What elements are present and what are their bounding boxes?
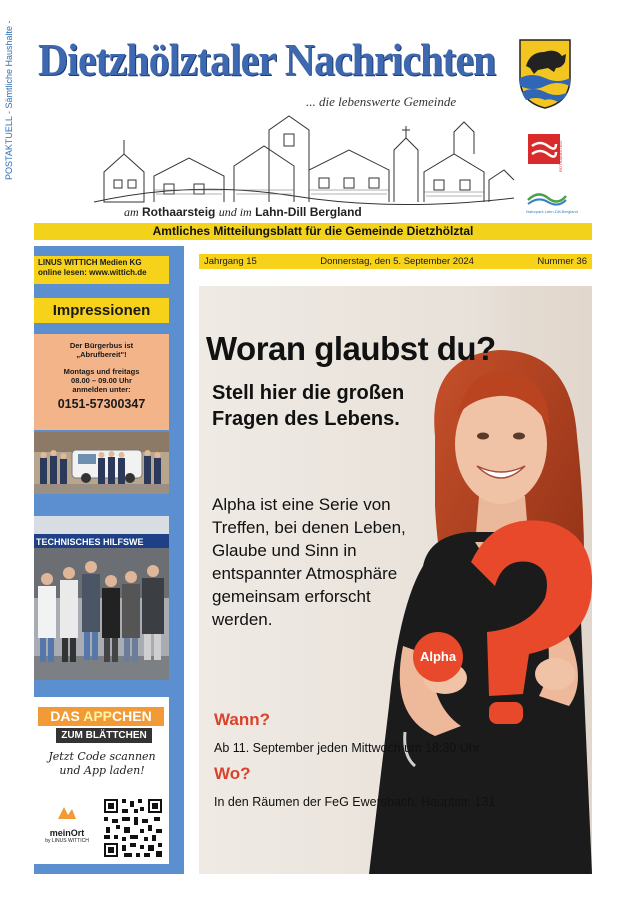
impressions-heading: Impressionen: [34, 298, 169, 323]
bus-line-4: 08.00 – 09.00 Uhr: [71, 376, 132, 385]
where-label: Wo?: [214, 764, 251, 783]
naturpark-wordmark: Naturpark Lahn-Dill-Bergland: [526, 209, 578, 214]
issue-date: Donnerstag, den 5. September 2024: [320, 256, 474, 267]
poster-headline: Woran glaubst du?: [206, 330, 496, 367]
newspaper-title: Dietzhölztaler Nachrichten: [38, 35, 496, 85]
thw-group-photo: [34, 516, 169, 680]
masthead-subtitle: [124, 205, 362, 220]
village-sketch-illustration: [94, 110, 514, 208]
meinort-logo: [42, 803, 92, 844]
thw-banner-text: TECHNISCHES HILFSWE: [36, 537, 144, 547]
app-sign-part-a: DAS: [50, 708, 84, 724]
app-scan-instruction: [36, 750, 168, 778]
buergerbus-box: [34, 334, 169, 430]
bus-phone-number[interactable]: 0151-57300347: [57, 397, 146, 411]
rothaarsteig-logo-icon: [526, 132, 566, 176]
masthead: [34, 28, 594, 224]
buergerbus-group-photo: [34, 432, 169, 494]
meinort-mark-icon: [56, 803, 78, 821]
bus-line-5: anmelden unter:: [72, 385, 131, 394]
alpha-course-poster: [199, 286, 592, 874]
naturpark-logo-icon: [524, 188, 578, 216]
app-promo-sign: [38, 707, 164, 726]
bus-line-1: Der Bürgerbus ist: [69, 341, 134, 350]
bus-line-3: Montags und freitags: [63, 367, 140, 376]
publisher-online-link[interactable]: online lesen: www.wittich.de: [38, 268, 147, 277]
issue-info-bar: [199, 254, 592, 269]
when-label: Wann?: [214, 710, 271, 729]
postal-note: POSTAKTUELL - Sämtliche Haushalte -: [4, 20, 14, 180]
issue-year: Jahrgang 15: [204, 256, 257, 267]
official-gazette-band: Amtliches Mitteilungsblatt für die Gemeinde Dietzhölztal: [34, 223, 592, 240]
qr-code-icon[interactable]: [102, 797, 164, 859]
publisher-name: LINUS WITTICH Medien KG: [38, 258, 142, 267]
bus-line-2: „Abrufbereit"!: [76, 350, 127, 359]
meinort-name: meinOrt: [49, 828, 85, 838]
rothaarsteig-wordmark: ROTHAARSTEIG: [558, 140, 563, 172]
scan-line-2: und App laden!: [59, 764, 145, 777]
sub-prefix: am: [124, 205, 139, 219]
coat-of-arms-icon: [518, 38, 572, 110]
meinort-byline: by LINUS WITTICH: [45, 838, 89, 844]
newspaper-tagline: ... die lebenswerte Gemeinde: [306, 94, 457, 109]
app-promo-box[interactable]: [34, 697, 169, 864]
where-text: In den Räumen der FeG Ewersbach, Hauptstr. 131: [214, 795, 496, 809]
sub-mid: und im: [218, 205, 252, 219]
publisher-box: [34, 256, 169, 284]
app-promo-subsign: ZUM BLÄTTCHEN: [56, 728, 152, 743]
poster-body-text: Alpha ist eine Serie von Treffen, bei denen Leben, Glaube und Sinn in entspannter Atmosphäre gemeinsam erforscht werden.: [212, 495, 406, 629]
scan-line-1: Jetzt Code scannen: [48, 750, 156, 763]
issue-number: Nummer 36: [537, 256, 587, 267]
sub-place-lahn-dill: Lahn-Dill Bergland: [255, 205, 362, 219]
poster-subheadline: Stell hier die großen Fragen des Lebens.: [212, 382, 405, 430]
app-sign-part-b: APP: [83, 708, 113, 724]
alpha-badge: Alpha: [413, 632, 463, 682]
when-text: Ab 11. September jeden Mittwoch um 18:30 Uhr: [214, 741, 480, 755]
sub-place-rothaarsteig: Rothaarsteig: [142, 205, 216, 219]
app-sign-part-c: CHEN: [112, 708, 152, 724]
